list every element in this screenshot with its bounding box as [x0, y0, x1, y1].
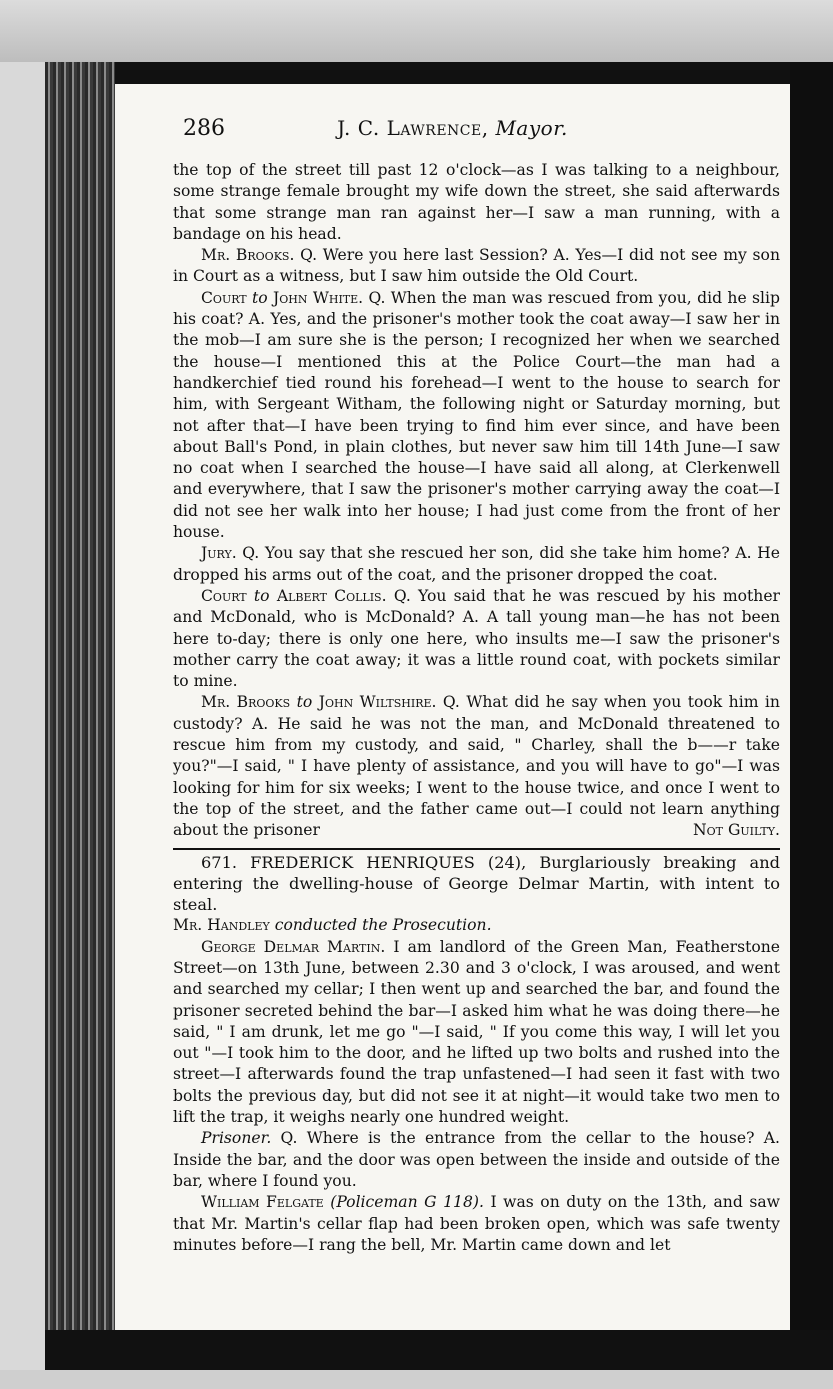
witness-name: George Delmar Martin. [201, 937, 386, 956]
testimony-text: I am landlord of the Green Man, Featherstone Street—on 13th June, between 2.30 and 3 o'clock, I was aroused, and went and searched my cellar; I then went up and searched the bar, and found the prisoner secreted behind the bar—I asked him what he was doing there—he said, " I am drunk, let me go "—I said, " If you come this way, I will let you out "—I took him to the door, and he lifted up two bolts and rushed into the street—I afterwards found the trap unfastened—I had seen it fast with two bolts the previous day, but did not see it at night—it would take two men to lift the trap, it weighs nearly one hundred weight. [173, 937, 780, 1127]
testimony-text: Q. When the man was rescued from you, did he slip his coat? A. Yes, and the prisoner's mother took the coat away—I saw her in the mob—I am sure she is the person; I recognized her when we searched the house—I mentioned this at the Police Court—the man had a handkerchief tied round his forehead—I went to the house to search for him, with Sergeant Witham, the following night or Saturday morning, but not after that—I have been trying to find him ever since, and have been about Ball's Pond, in plain clothes, but never saw him till 14th June—I saw no coat when I searched the house—I have said all along, at Clerkenwell and everywhere, that I saw the prisoner's mother carrying away the coat—I did not see her walk into her house; I had just come from the front of her house. [173, 288, 780, 542]
speaker-name: Court [201, 586, 247, 605]
witness-name: John White. [273, 288, 364, 307]
testimony-text: Q. Were you here last Session? A. Yes—I did not see my son in Court as a witness, but I saw him outside the Old Court. [173, 246, 780, 286]
testimony-text: Q. You say that she rescued her son, did she take him home? A. He dropped his arms out of the coat, and the prisoner dropped the coat. [173, 544, 780, 584]
paragraph-jury [173, 543, 780, 586]
speaker-to: to [252, 288, 268, 307]
speaker-name: Court [201, 288, 247, 307]
scan-top-margin [0, 0, 833, 62]
case-divider [173, 848, 780, 850]
verdict: Not Guilty. [693, 821, 780, 840]
running-head-title: Mayor. [495, 116, 568, 140]
paragraph-martin [173, 937, 780, 1129]
testimony-text: Q. What did he say when you took him in custody? A. He said he was not the man, and McDonald threatened to rescue him from my custody, and said, " Charley, shall the b——r take you?"—I said, " I have plenty of assistance, and you will have to go"—I was looking for him for six weeks; I went to the house twice, and once I went to the top of the street, and the father came out—I could not learn anything about the prisoner [173, 693, 780, 840]
testimony-text: Q. You said that he was rescued by his mother and McDonald, who is McDonald? A. A tall young man—he has not been here to-day; there is only one here, who insults me—I saw the prisoner's mother carry the coat away; it was a little round coat, with pockets similar to mine. [173, 586, 781, 691]
speaker-to: to [296, 693, 313, 712]
paragraph-continuation: the top of the street till past 12 o'clock—as I was talking to a neighbour, some strange female brought my wife down the street, she said afterwards that some strange man ran against her—I saw a man running, with a bandage on his head. [173, 161, 780, 243]
prosecutor-name: Mr. Handley [173, 916, 270, 935]
speaker-name: Jury. [201, 544, 237, 563]
book-spine-edge [45, 62, 115, 1340]
paragraph-brooks [173, 245, 780, 288]
book-page [115, 84, 790, 1330]
paragraph-prisoner [173, 1128, 780, 1192]
scan-bottom-margin [0, 1370, 833, 1389]
page-number: 286 [183, 116, 225, 141]
page-body [173, 160, 780, 1256]
speaker-name: Mr. Brooks. [201, 246, 295, 265]
testimony-text: Q. Where is the entrance from the cellar to the house? A. Inside the bar, and the door was open between the inside and outside of the bar, where I found you. [173, 1129, 780, 1190]
witness-name: Albert Collis. [276, 586, 387, 605]
paragraph-court-collis [173, 586, 780, 692]
witness-name: John Wiltshire. [318, 693, 437, 712]
testimony-text: I was on duty on the 13th, and saw that Mr. Martin's cellar flap had been broken open, which was safe twenty minutes before—I rang the bell, Mr. Martin came down and let [173, 1193, 780, 1254]
page-header [115, 116, 790, 146]
book-bottom-edge [45, 1330, 833, 1370]
running-head [115, 116, 790, 140]
book-top-edge [45, 62, 833, 84]
prosecution-line [173, 915, 780, 936]
speaker-name: Mr. Brooks [201, 693, 291, 712]
running-head-initials: J. C. [337, 116, 380, 140]
paragraph-brooks-wiltshire [173, 692, 780, 841]
witness-name: William Felgate [201, 1193, 324, 1212]
speaker-name: Prisoner. [201, 1129, 272, 1148]
book-right-edge [790, 62, 833, 1362]
prosecution-text: conducted the Prosecution. [274, 916, 492, 935]
speaker-to: to [253, 586, 270, 605]
witness-role: (Policeman G 118). [330, 1193, 484, 1212]
paragraph-court-white [173, 288, 780, 544]
paragraph-felgate [173, 1192, 780, 1256]
case-heading: 671. FREDERICK HENRIQUES (24), Burglariously breaking and entering the dwelling-house of George Delmar Martin, with intent to steal. [173, 852, 780, 915]
running-head-name: Lawrence, [386, 116, 489, 140]
